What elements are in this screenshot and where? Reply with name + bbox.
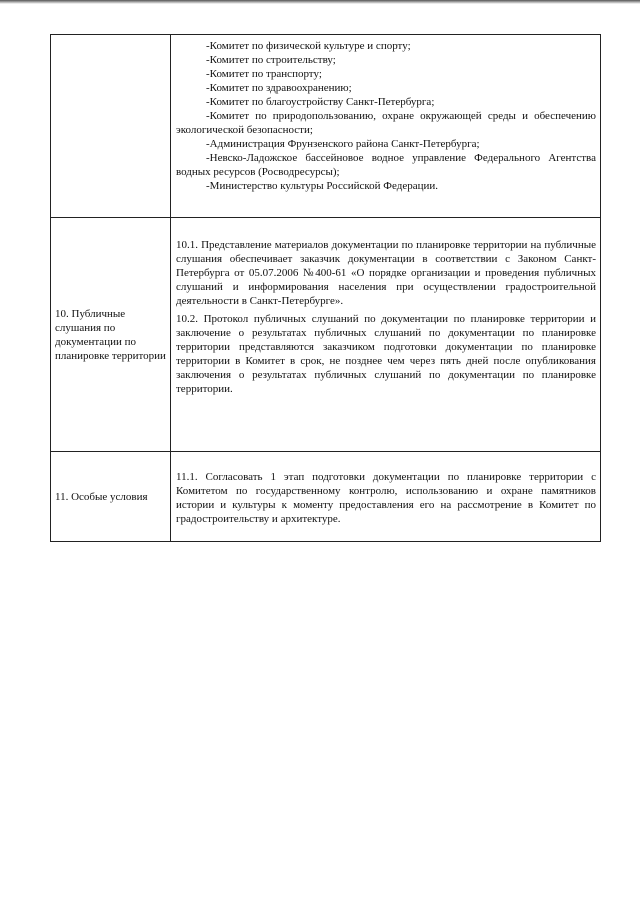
scan-edge	[0, 0, 640, 4]
special-conditions-content	[171, 452, 601, 542]
list-item: -Комитет по транспорту;	[206, 68, 322, 80]
row-label-empty	[51, 35, 171, 218]
paragraph-10-1: 10.1. Представление материалов документации по планировке территории на публичные слушания обеспечивает заказчик документации в соответствии с Законом Санкт-Петербурга от 05.07.2006 №400-61 «О порядке организации и проведения публичных слушаний и информирования населения при осуществлении градостроительной деятельности в Санкт-Петербурге».	[176, 239, 596, 307]
row-label-public-hearings: 10. Публичные слушания по документации по планировке территории	[51, 218, 171, 452]
list-item: -Министерство культуры Российской Федерации.	[206, 180, 438, 192]
paragraph-11-1: 11.1. Согласовать 1 этап подготовки документации по планировке территории с Комитетом по государственному контролю, использованию и охране памятников истории и культуры к моменту предоставления его на рассмотрение в Комитет по градостроительству и архитектуре.	[176, 471, 596, 525]
paragraph-10-2: 10.2. Протокол публичных слушаний по документации по планировке территории и заключение о результатах публичных слушаний по документации по планировке территории представляются заказчиком подготовки документации по планировке территории в Комитет в срок, не позднее чем через пять дней после опубликования заключения о результатах публичных слушаний по документации по планировке территории.	[176, 313, 596, 395]
requirements-table	[50, 34, 601, 542]
list-item: -Невско-Ладожское бассейновое водное управление Федерального Агентства водных ресурсов (Росводресурсы);	[176, 152, 596, 178]
row-label-special-conditions: 11. Особые условия	[51, 452, 171, 542]
public-hearings-content	[171, 218, 601, 452]
list-item: -Администрация Фрунзенского района Санкт-Петербурга;	[206, 138, 480, 150]
table-row	[51, 35, 601, 218]
table-row	[51, 452, 601, 542]
list-item: -Комитет по физической культуре и спорту;	[206, 40, 411, 52]
list-item: -Комитет по природопользованию, охране окружающей среды и обеспечению экологической безопасности;	[176, 110, 596, 136]
list-item: -Комитет по строительству;	[206, 54, 336, 66]
list-item: -Комитет по здравоохранению;	[206, 82, 352, 94]
approving-bodies-list	[171, 35, 601, 218]
list-item: -Комитет по благоустройству Санкт-Петербурга;	[206, 96, 435, 108]
table-row	[51, 218, 601, 452]
